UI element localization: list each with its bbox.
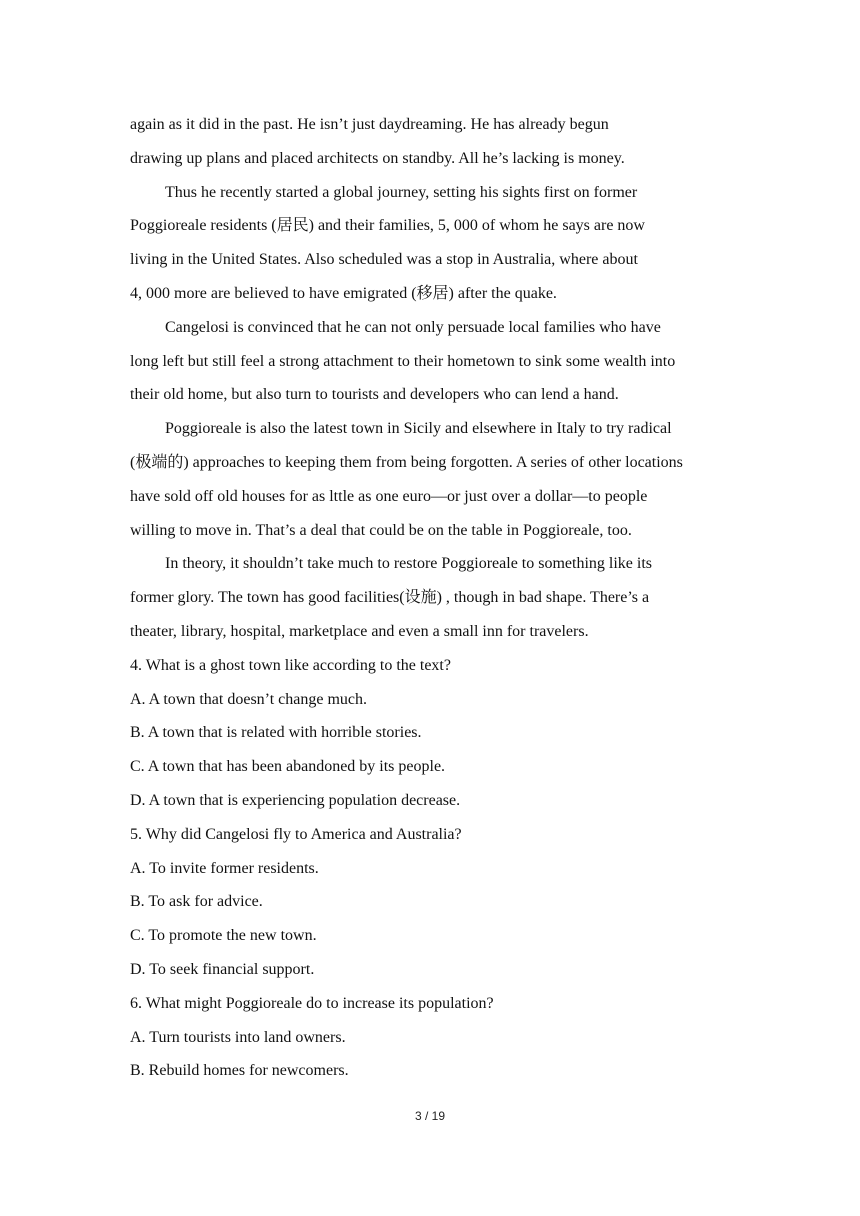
passage-line: Cangelosi is convinced that he can not only persuade local families who have	[165, 318, 661, 336]
answer-option: C. A town that has been abandoned by its people.	[130, 758, 446, 776]
answer-option: B. Rebuild homes for newcomers.	[130, 1062, 349, 1080]
answer-option: B. To ask for advice.	[130, 893, 263, 911]
answer-option: A. Turn tourists into land owners.	[130, 1028, 346, 1046]
page-content	[130, 108, 740, 1088]
question-stem: 6. What might Poggioreale do to increase its population?	[130, 994, 494, 1012]
passage-line: (极端的) approaches to keeping them from being forgotten. A series of other locations	[130, 453, 683, 471]
passage-line: have sold off old houses for as lttle as one euro—or just over a dollar—to people	[130, 487, 648, 505]
passage-line: In theory, it shouldn’t take much to restore Poggioreale to something like its	[165, 555, 653, 573]
passage-line: theater, library, hospital, marketplace and even a small inn for travelers.	[130, 622, 589, 640]
answer-option: C. To promote the new town.	[130, 927, 317, 945]
passage-line: long left but still feel a strong attachment to their hometown to sink some wealth into	[130, 352, 676, 370]
passage-line: Thus he recently started a global journey, setting his sights first on former	[165, 183, 638, 201]
answer-option: A. To invite former residents.	[130, 859, 319, 877]
page-number: 3 / 19	[414, 1109, 446, 1123]
question-stem: 5. Why did Cangelosi fly to America and Australia?	[130, 825, 462, 843]
passage-line: Poggioreale residents (居民) and their families, 5, 000 of whom he says are now	[130, 217, 645, 235]
passage-line: their old home, but also turn to tourists and developers who can lend a hand.	[130, 386, 619, 404]
answer-option: B. A town that is related with horrible stories.	[130, 724, 422, 742]
passage-line: 4, 000 more are believed to have emigrated (移居) after the quake.	[130, 284, 557, 302]
answer-option: D. A town that is experiencing population decrease.	[130, 791, 461, 809]
passage-line: former glory. The town has good facilities(设施) , though in bad shape. There’s a	[130, 589, 650, 607]
passage-line: living in the United States. Also scheduled was a stop in Australia, where about	[130, 251, 638, 269]
answer-option: A. A town that doesn’t change much.	[130, 690, 367, 708]
passage-line: Poggioreale is also the latest town in Sicily and elsewhere in Italy to try radical	[165, 420, 672, 438]
passage-line: again as it did in the past. He isn’t just daydreaming. He has already begun	[130, 116, 609, 133]
passage-line: willing to move in. That’s a deal that could be on the table in Poggioreale, too.	[130, 521, 632, 539]
question-stem: 4. What is a ghost town like according to the text?	[130, 656, 451, 674]
answer-option: D. To seek financial support.	[130, 960, 315, 978]
passage-line: drawing up plans and placed architects on standby. All he’s lacking is money.	[130, 149, 625, 167]
